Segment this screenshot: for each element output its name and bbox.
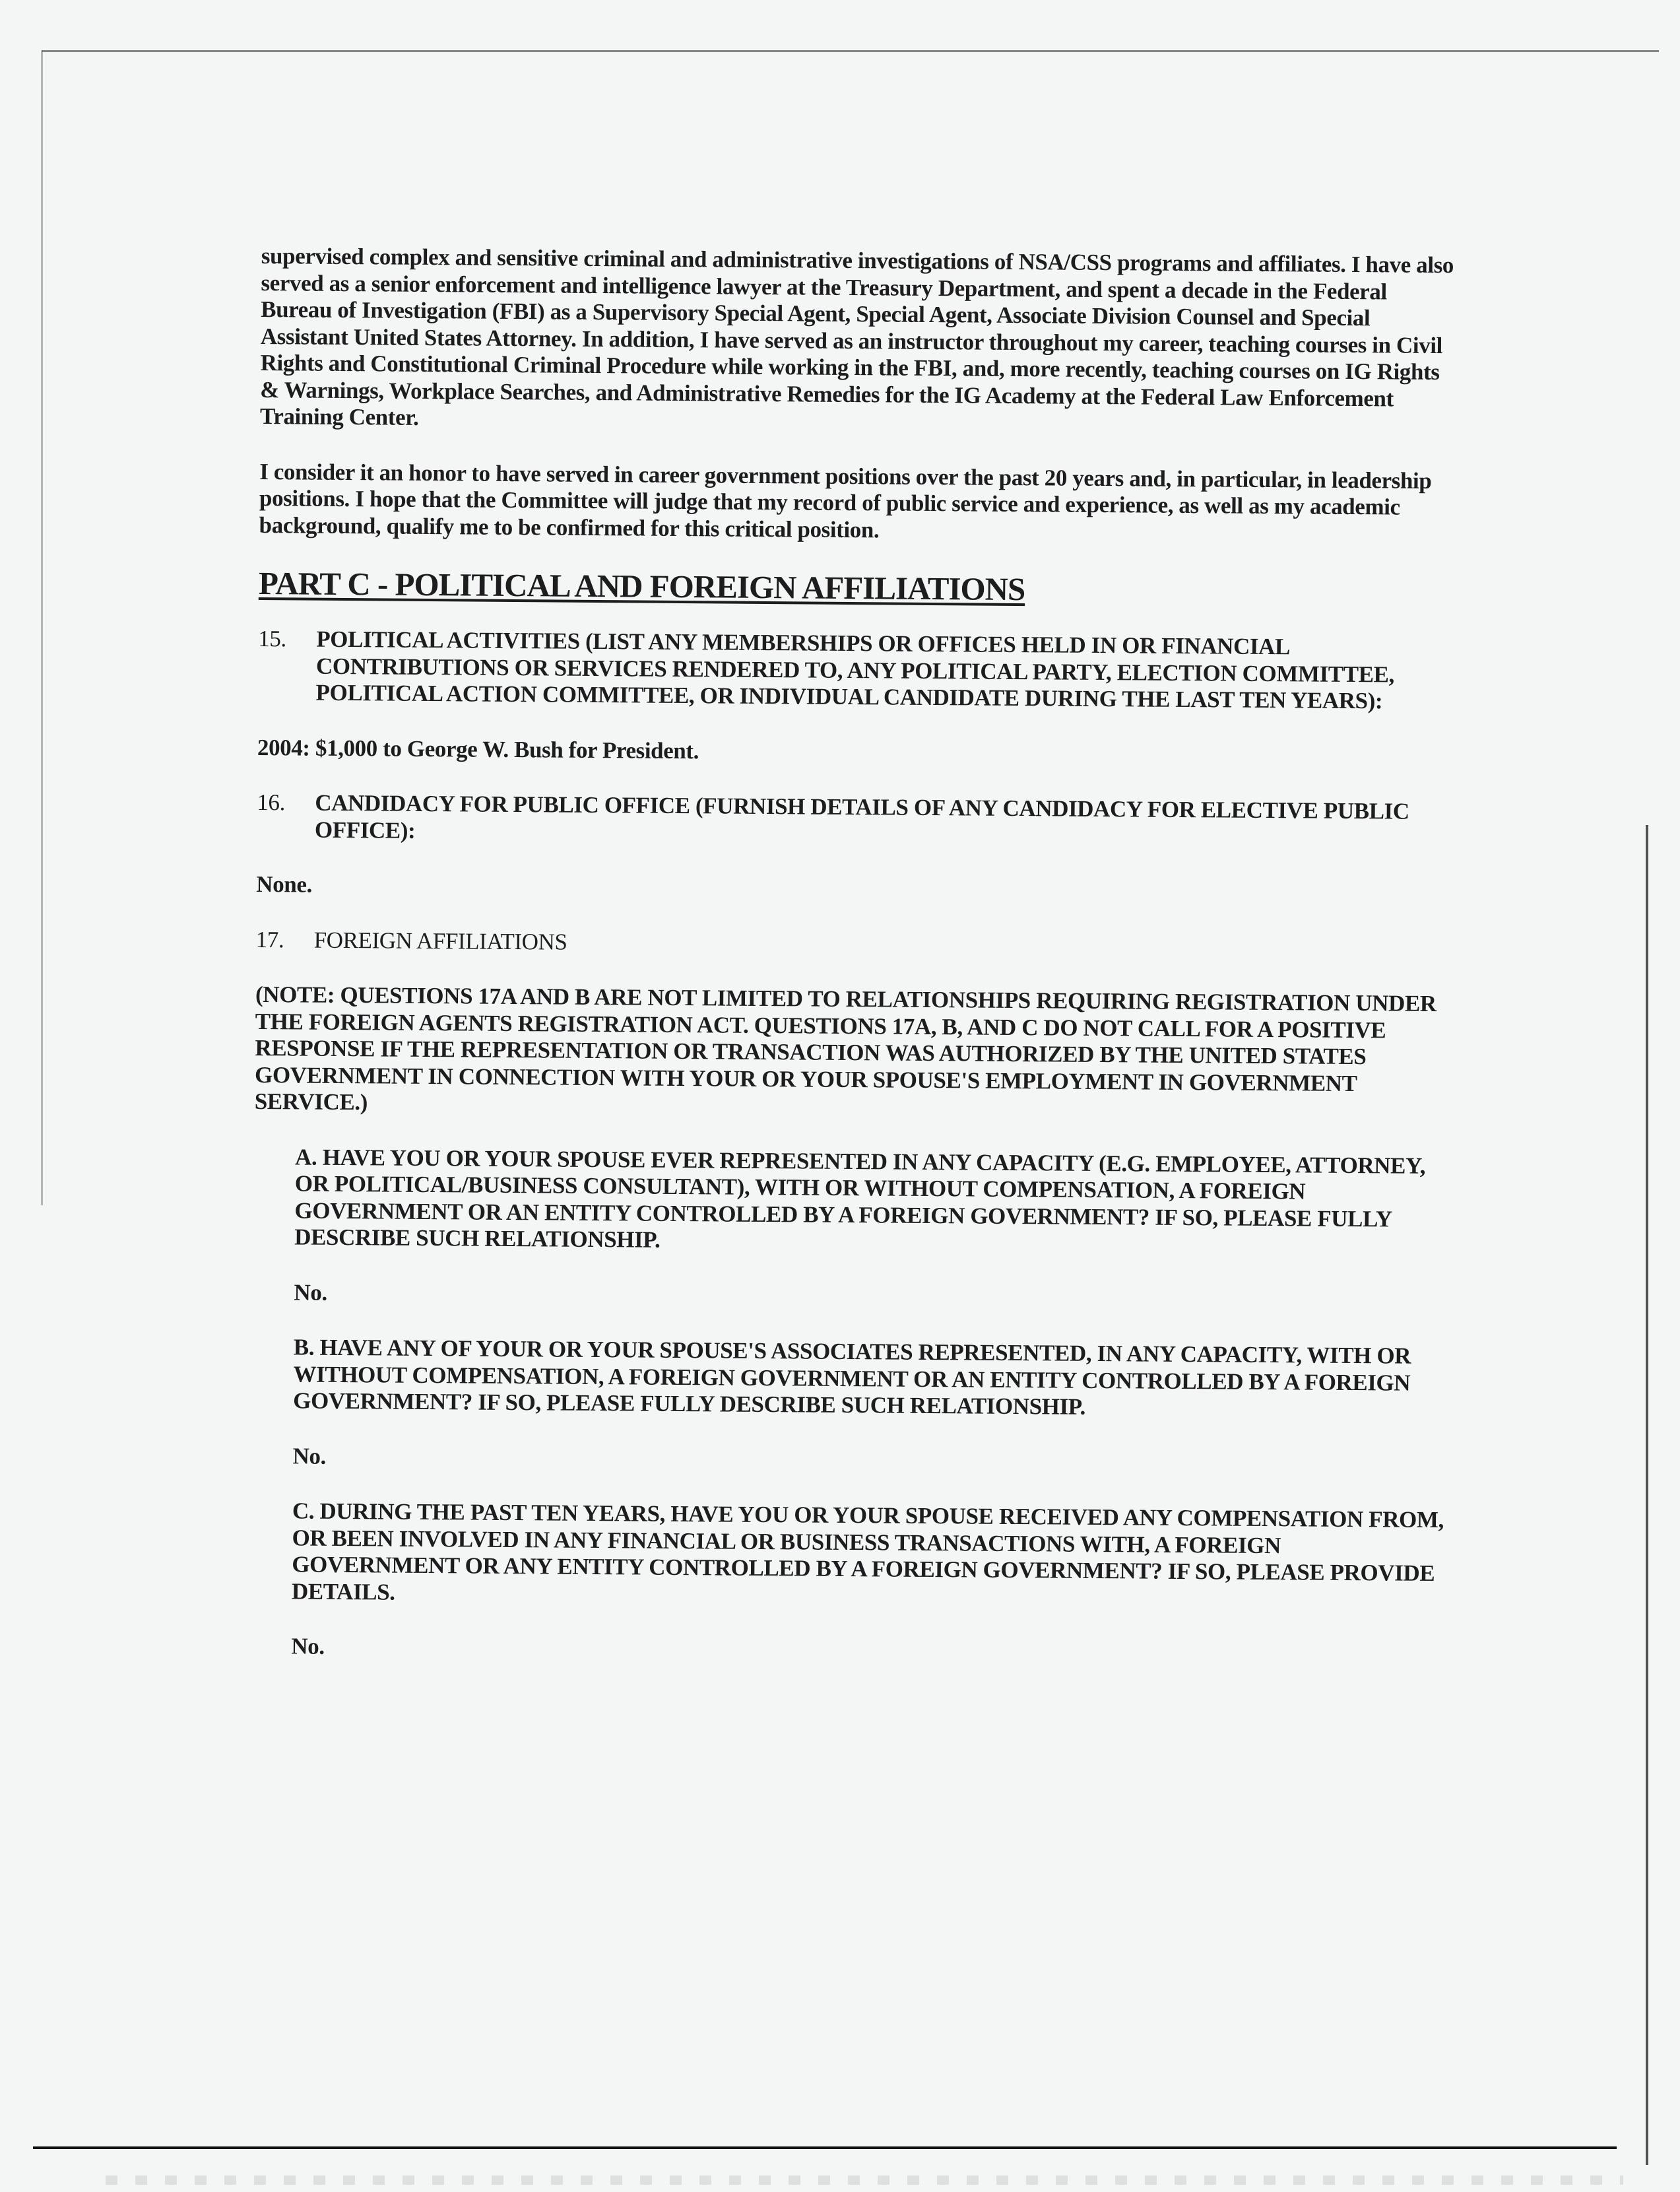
- answer-17b: No.: [292, 1442, 327, 1469]
- scan-noise: [106, 2175, 1623, 2185]
- scan-border-left: [41, 50, 43, 1205]
- question-17-note: (NOTE: QUESTIONS 17A AND B ARE NOT LIMITED TO RELATIONSHIPS REQUIRING REGISTRATION UNDER THE FOREIGN AGENTS REGISTRATION ACT. QUESTIONS 17A, B, AND C DO NOT CALL FOR A POSITIVE RESPONSE IF THE REPRESENTATION OR TRANSACTION WAS AUTHORIZED BY THE UNITED STATES GOVERNMENT IN CONNECTION WITH YOUR OR YOUR SPOUSE'S EMPLOYMENT IN GOVERNMENT SERVICE.): [254, 981, 1437, 1115]
- question-text: CANDIDACY FOR PUBLIC OFFICE (FURNISH DETAILS OF ANY CANDIDACY FOR ELECTIVE PUBLIC OFFICE):: [314, 789, 1409, 844]
- question-17b: B. HAVE ANY OF YOUR OR YOUR SPOUSE'S ASSOCIATES REPRESENTED, IN ANY CAPACITY, WITH OR WITHOUT COMPENSATION, A FOREIGN GOVERNMENT OR AN ENTITY CONTROLLED BY A FOREIGN GOVERNMENT? IF SO, PLEASE FULLY DESCRIBE SUCH RELATIONSHIP.: [293, 1334, 1411, 1420]
- question-17c: C. DURING THE PAST TEN YEARS, HAVE YOU OR YOUR SPOUSE RECEIVED ANY COMPENSATION FROM, OR BEEN INVOLVED IN ANY FINANCIAL OR BUSINESS TRANSACTIONS WITH, A FOREIGN GOVERNMENT OR ANY ENTITY CONTROLLED BY A FOREIGN GOVERNMENT? IF SO, PLEASE PROVIDE DETAILS.: [291, 1498, 1444, 1605]
- scan-border-top: [42, 50, 1659, 52]
- question-number: 15.: [258, 625, 287, 652]
- answer-15: 2004: $1,000 to George W. Bush for President.: [257, 734, 699, 764]
- question-text: POLITICAL ACTIVITIES (LIST ANY MEMBERSHIPS OR OFFICES HELD IN OR FINANCIAL CONTRIBUTIONS OR SERVICES RENDERED TO, ANY POLITICAL PARTY, ELECTION COMMITTEE, POLITICAL ACTION COMMITTEE, OR INDIVIDUAL CANDIDATE DURING THE LAST TEN YEARS):: [315, 626, 1395, 714]
- answer-16: None.: [256, 871, 313, 898]
- question-17a: A. HAVE YOU OR YOUR SPOUSE EVER REPRESENTED IN ANY CAPACITY (E.G. EMPLOYEE, ATTORNEY, OR POLITICAL/BUSINESS CONSULTANT), WITH OR WITHOUT COMPENSATION, A FOREIGN GOVERNMENT OR AN ENTITY CONTROLLED BY A FOREIGN GOVERNMENT? IF SO, PLEASE FULLY DESCRIBE SUCH RELATIONSHIP.: [294, 1143, 1426, 1253]
- scan-border-right: [1646, 825, 1648, 2165]
- document-body: [250, 243, 1456, 1669]
- question-text: FOREIGN AFFILIATIONS: [313, 927, 567, 955]
- part-c-heading: PART C - POLITICAL AND FOREIGN AFFILIATIONS: [258, 564, 1025, 608]
- question-16: [257, 789, 1452, 852]
- question-15: [257, 626, 1452, 715]
- answer-17a: No.: [294, 1279, 327, 1306]
- intro-paragraph: supervised complex and sensitive criminal and administrative investigations of NSA/CSS programs and affiliates. I have also served as a senior enforcement and intelligence lawyer at the Treasury Department, and spent a decade in the Federal Bureau of Investigation (FBI) as a Supervisory Special Agent, Special Agent, Associate Division Counsel and Special Assistant United States Attorney. In addition, I have served as an instructor throughout my career, teaching courses in Civil Rights and Constitutional Criminal Procedure while working in the FBI, and, more recently, teaching courses on IG Rights & Warnings, Workplace Searches, and Administrative Remedies for the IG Academy at the Federal Law Enforcement Training Center.: [259, 243, 1454, 430]
- scan-border-bottom: [33, 2146, 1617, 2149]
- question-number: 16.: [257, 789, 286, 816]
- answer-17c: No.: [291, 1633, 325, 1659]
- question-17: [256, 926, 1450, 962]
- question-number: 17.: [255, 926, 284, 952]
- honor-paragraph: I consider it an honor to have served in career government positions over the past 20 years and, in particular, in leadership positions. I hope that the Committee will judge that my record of public service and experience, as well as my academic background, qualify me to be confirmed for this critical position.: [259, 458, 1432, 543]
